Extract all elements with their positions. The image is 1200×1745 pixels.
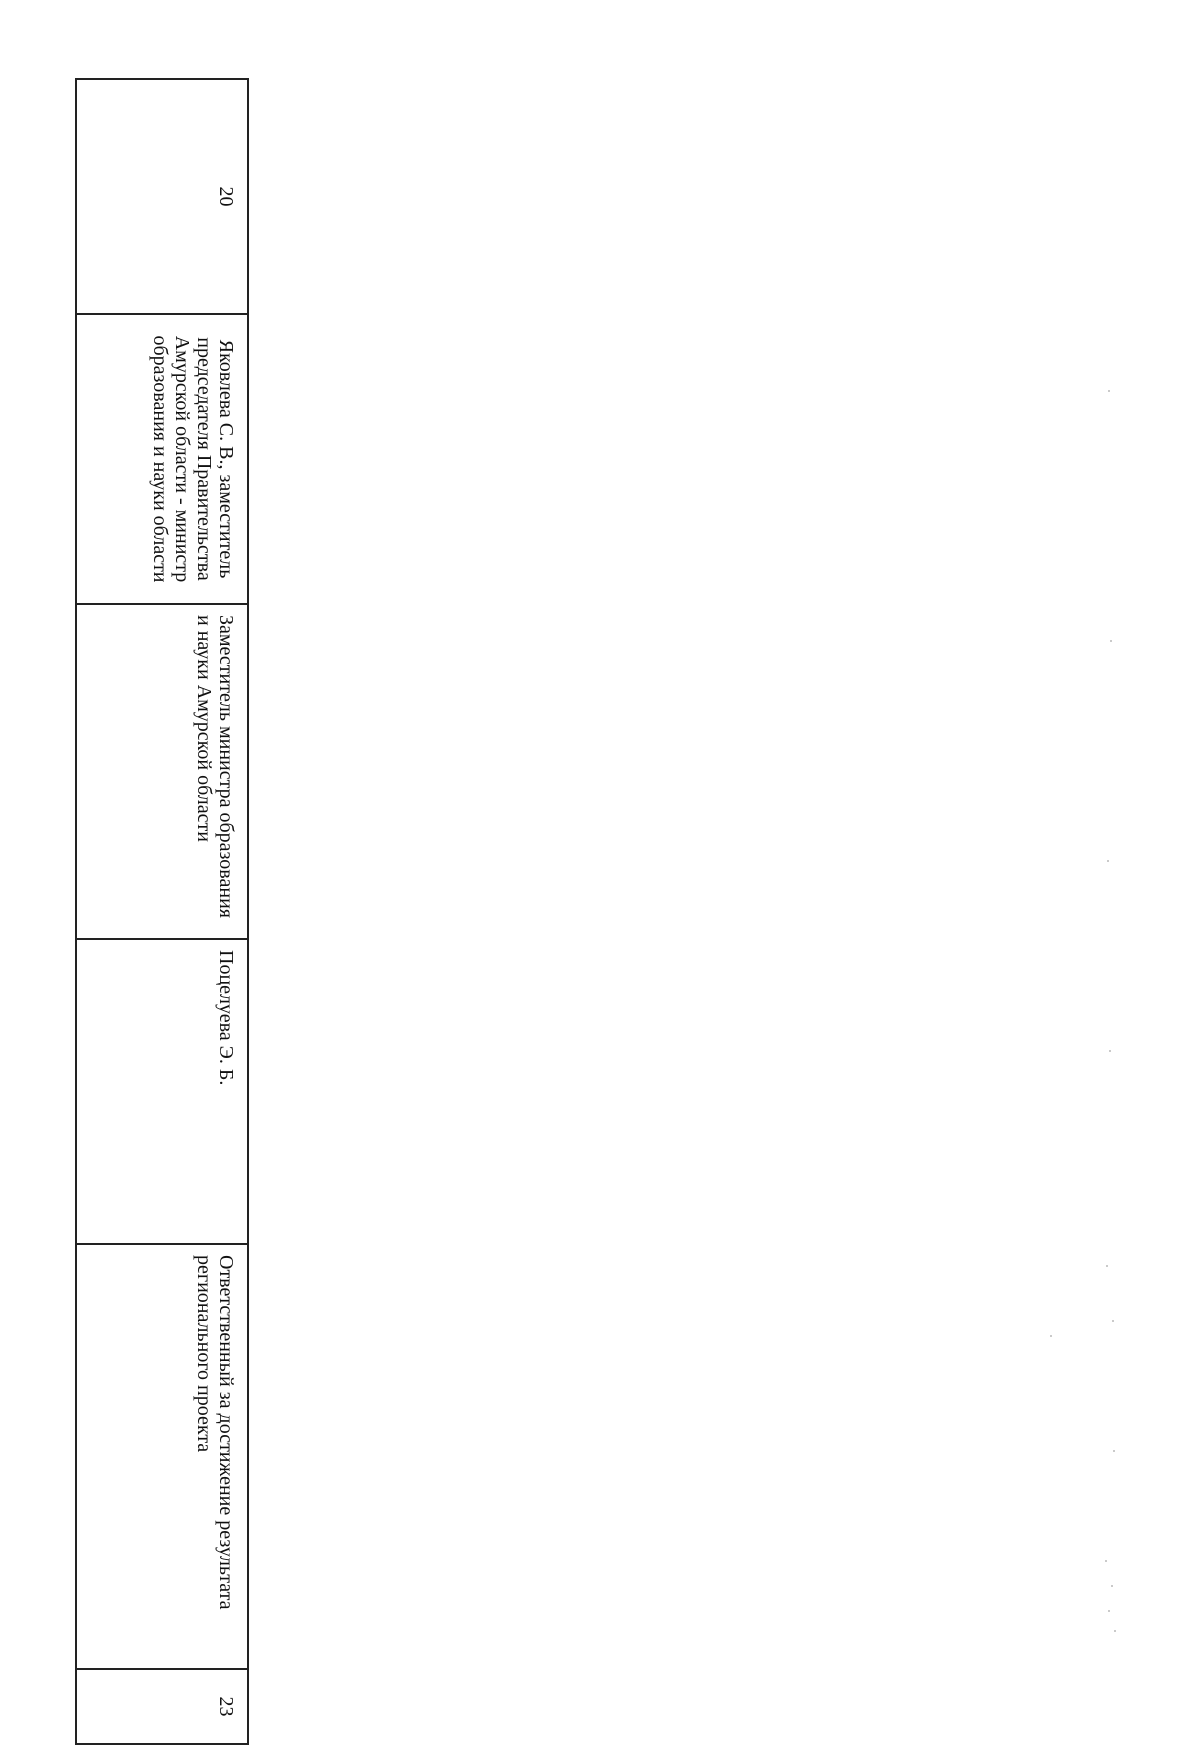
cell-role [76, 1244, 248, 1669]
cell-row-number [76, 1669, 248, 1744]
speck [1108, 1610, 1110, 1612]
cell-responsible-person [76, 939, 248, 1244]
employment-share-text: 20 [215, 186, 237, 207]
speck [1111, 1585, 1113, 1587]
cell-employment-share [76, 79, 248, 314]
responsible-person-text: Поцелуева Э. Б. [215, 950, 237, 1086]
speck [1114, 1630, 1116, 1632]
responsible-position-text: Заместитель министра образования и науки Амурской области [193, 615, 237, 918]
speck [1050, 1335, 1052, 1337]
speck [1105, 1560, 1107, 1562]
role-text: Ответственный за достижение результата регионального проекта [193, 1255, 237, 1610]
row-number-text: 23 [215, 1696, 237, 1717]
speck [1112, 1320, 1114, 1322]
speck [1107, 860, 1109, 862]
speck [1108, 390, 1110, 392]
cell-supervisor [76, 314, 248, 604]
supervisor-text: Яковлева С. В., заместитель председателя Правительства Амурской области - министр образования и науки области [149, 335, 237, 583]
speck [1110, 640, 1112, 642]
speck [1106, 1265, 1108, 1267]
cell-responsible-position [76, 604, 248, 939]
speck [1109, 1050, 1111, 1052]
participants-table [75, 78, 249, 1745]
table-row [76, 79, 248, 1744]
speck [1113, 1450, 1115, 1452]
rotated-table-container [75, 78, 249, 1743]
